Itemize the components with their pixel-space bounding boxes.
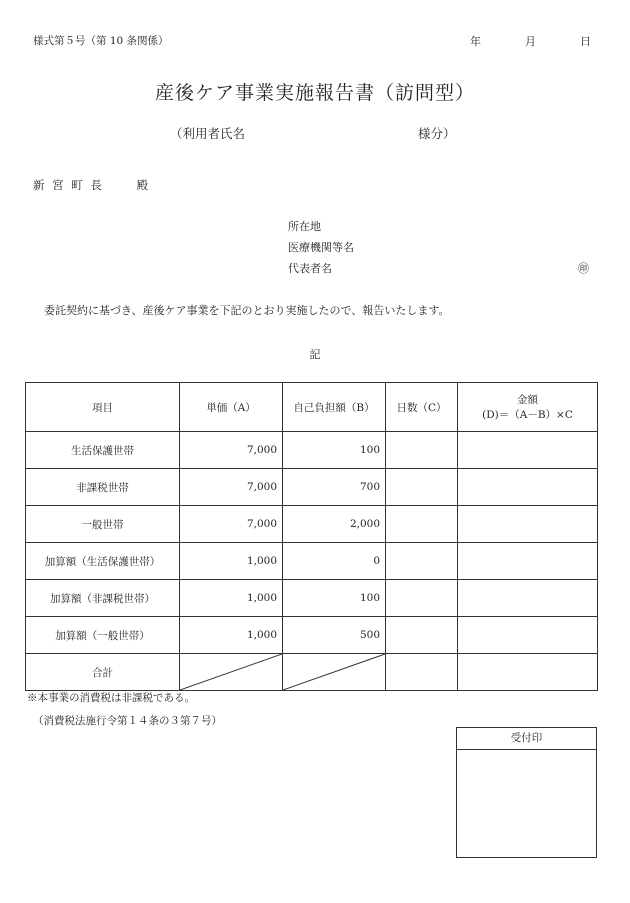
total-days[interactable] [386, 654, 458, 691]
table-row [26, 506, 598, 543]
report-table [25, 382, 598, 691]
table-row [26, 580, 598, 617]
row-copay: 0 [283, 543, 386, 580]
date-month-label: 月 [525, 35, 536, 48]
table-header-row [26, 383, 598, 432]
row-unit-price: 7,000 [180, 432, 283, 469]
seal-mark: ㊞ [578, 262, 589, 275]
table-row [26, 469, 598, 506]
user-name-suffix: 様分） [418, 126, 456, 141]
row-unit-price: 1,000 [180, 580, 283, 617]
row-amount[interactable] [458, 469, 598, 506]
address-label: 所在地 [288, 220, 321, 233]
row-copay: 500 [283, 617, 386, 654]
total-amount[interactable] [458, 654, 598, 691]
row-days[interactable] [386, 543, 458, 580]
form-number: 様式第５号（第 10 条関係） [33, 35, 169, 47]
table-total-row [26, 654, 598, 691]
row-amount[interactable] [458, 543, 598, 580]
body-text: 委託契約に基づき、産後ケア事業を下記のとおり実施したので、報告いたします。 [44, 304, 450, 317]
row-label: 加算額（非課税世帯） [26, 580, 180, 617]
row-label: 生活保護世帯 [26, 432, 180, 469]
reception-stamp-title: 受付印 [457, 728, 596, 750]
row-unit-price: 1,000 [180, 543, 283, 580]
institution-label: 医療機関等名 [288, 241, 354, 254]
row-copay: 100 [283, 580, 386, 617]
total-copay-slashed [283, 654, 386, 691]
document-title: 産後ケア事業実施報告書（訪問型） [154, 82, 475, 104]
header-amount-line1: 金額 [517, 394, 538, 406]
representative-label: 代表者名 [288, 262, 332, 275]
addressee: 新 宮 町 長 殿 [33, 178, 151, 192]
reception-stamp-box [456, 727, 597, 858]
row-amount[interactable] [458, 432, 598, 469]
row-days[interactable] [386, 580, 458, 617]
row-label: 一般世帯 [26, 506, 180, 543]
header-unit-price: 単価（A） [180, 383, 283, 432]
row-unit-price: 7,000 [180, 469, 283, 506]
row-unit-price: 1,000 [180, 617, 283, 654]
row-copay: 2,000 [283, 506, 386, 543]
header-item: 項目 [26, 383, 180, 432]
row-unit-price: 7,000 [180, 506, 283, 543]
row-days[interactable] [386, 506, 458, 543]
table-row [26, 617, 598, 654]
row-days[interactable] [386, 432, 458, 469]
user-name-label: （利用者氏名 [170, 126, 246, 141]
header-copay: 自己負担額（B） [283, 383, 386, 432]
row-days[interactable] [386, 469, 458, 506]
total-label: 合計 [26, 654, 180, 691]
row-copay: 700 [283, 469, 386, 506]
law-reference: （消費税法施行令第１４条の３第７号） [33, 715, 222, 727]
table-row [26, 432, 598, 469]
row-days[interactable] [386, 617, 458, 654]
row-amount[interactable] [458, 506, 598, 543]
row-copay: 100 [283, 432, 386, 469]
header-days: 日数（C） [386, 383, 458, 432]
date-day-label: 日 [580, 35, 591, 48]
row-label: 非課税世帯 [26, 469, 180, 506]
ki-label: 記 [309, 348, 321, 361]
date-year-label: 年 [470, 35, 481, 48]
diagonal-slash-icon [180, 654, 282, 690]
table-row [26, 543, 598, 580]
row-amount[interactable] [458, 580, 598, 617]
row-label: 加算額（一般世帯） [26, 617, 180, 654]
total-unit-price-slashed [180, 654, 283, 691]
diagonal-slash-icon [283, 654, 385, 690]
header-amount-line2: (D)＝（A－B）×C [482, 409, 573, 421]
tax-note: ※本事業の消費税は非課税である。 [27, 692, 195, 704]
header-amount [458, 383, 598, 432]
row-amount[interactable] [458, 617, 598, 654]
row-label: 加算額（生活保護世帯） [26, 543, 180, 580]
